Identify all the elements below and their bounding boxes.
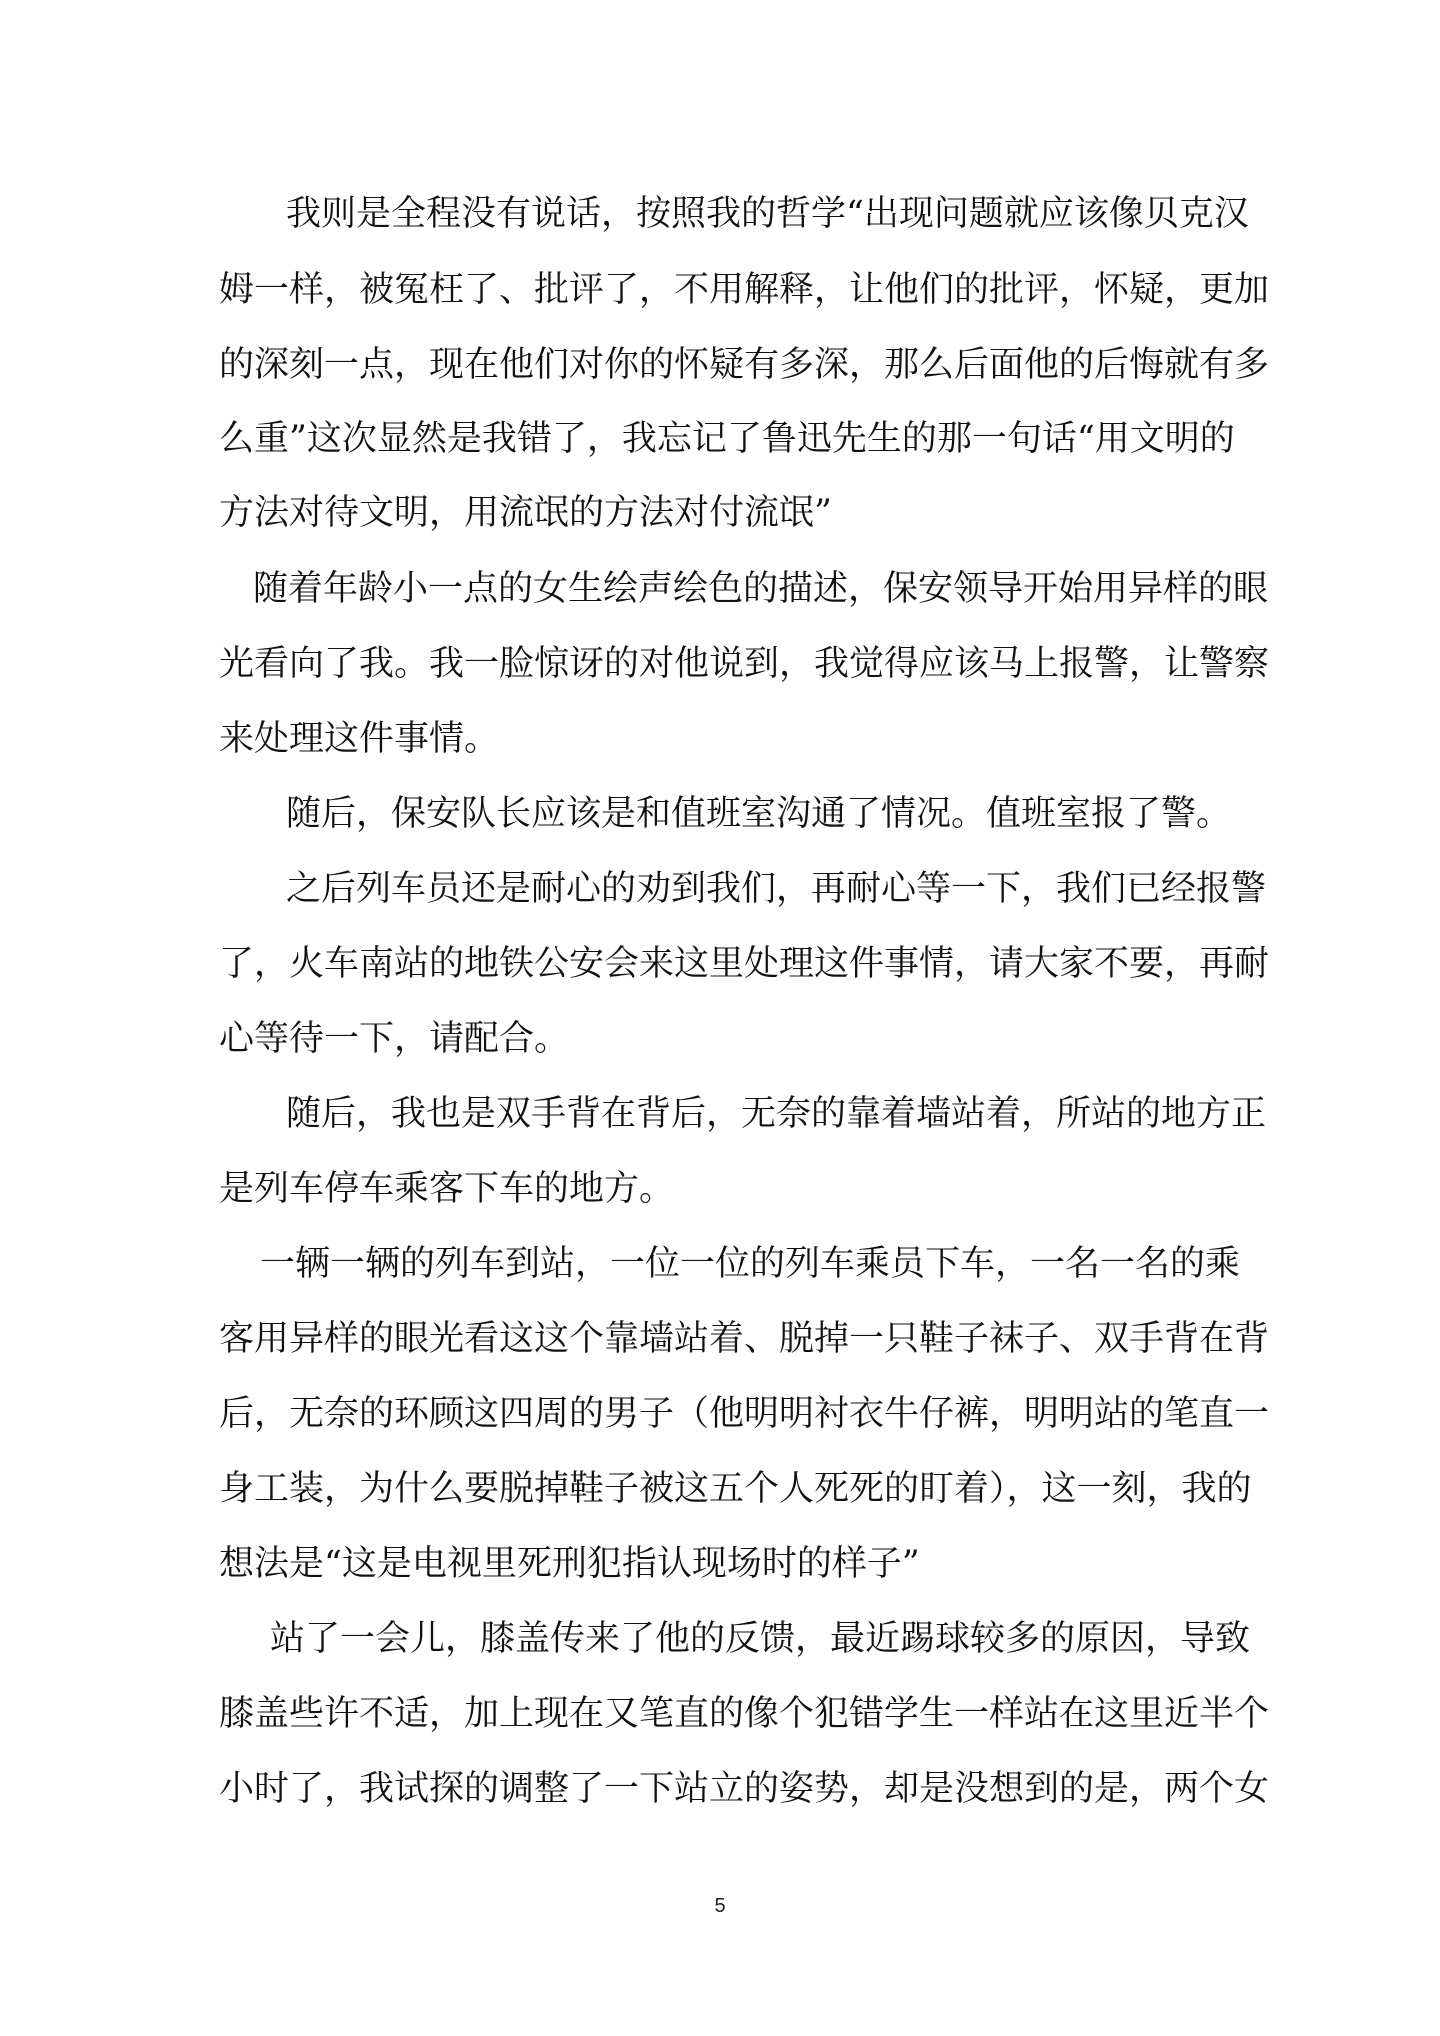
text-line: 么重”这次显然是我错了，我忘记了鲁迅先生的那一句话“用文明的 (219, 419, 1235, 459)
text-line: 想法是“这是电视里死刑犯指认现场时的样子” (219, 1544, 920, 1584)
text-line: 来处理这件事情。 (219, 719, 500, 759)
text-line: 光看向了我。我一脸惊讶的对他说到，我觉得应该马上报警，让警察 (219, 644, 1270, 684)
text-line: 是列车停车乘客下车的地方。 (219, 1169, 675, 1209)
text-line: 随着年龄小一点的女生绘声绘色的描述，保安领导开始用异样的眼 (253, 569, 1269, 609)
text-line: 随后，保安队长应该是和值班室沟通了情况。值班室报了警。 (286, 794, 1232, 834)
text-line: 的深刻一点，现在他们对你的怀疑有多深，那么后面他的后悔就有多 (219, 345, 1270, 385)
text-line: 客用异样的眼光看这这个靠墙站着、脱掉一只鞋子袜子、双手背在背 (219, 1319, 1270, 1359)
text-line: 我则是全程没有说话，按照我的哲学“出现问题就应该像贝克汉 (286, 194, 1249, 234)
text-line: 站了一会儿，膝盖传来了他的反馈，最近踢球较多的原因，导致 (270, 1619, 1251, 1659)
text-line: 膝盖些许不适，加上现在又笔直的像个犯错学生一样站在这里近半个 (219, 1694, 1270, 1734)
text-line: 之后列车员还是耐心的劝到我们，再耐心等一下，我们已经报警 (286, 869, 1267, 909)
text-line: 方法对待文明，用流氓的方法对付流氓” (219, 493, 832, 533)
text-line: 心等待一下，请配合。 (219, 1019, 570, 1059)
text-line: 小时了，我试探的调整了一下站立的姿势，却是没想到的是，两个女 (219, 1769, 1270, 1809)
text-line: 姆一样，被冤枉了、批评了，不用解释，让他们的批评，怀疑，更加 (219, 270, 1270, 310)
text-line: 了，火车南站的地铁公安会来这里处理这件事情，请大家不要，再耐 (219, 944, 1270, 984)
text-line: 后，无奈的环顾这四周的男子（他明明衬衣牛仔裤，明明站的笔直一 (219, 1394, 1270, 1434)
text-line: 一辆一辆的列车到站，一位一位的列车乘员下车，一名一名的乘 (260, 1244, 1241, 1284)
text-line: 随后，我也是双手背在背后，无奈的靠着墙站着，所站的地方正 (286, 1094, 1267, 1134)
page-number: 5 (714, 1895, 726, 1917)
text-line: 身工装，为什么要脱掉鞋子被这五个人死死的盯着），这一刻，我的 (219, 1469, 1252, 1509)
